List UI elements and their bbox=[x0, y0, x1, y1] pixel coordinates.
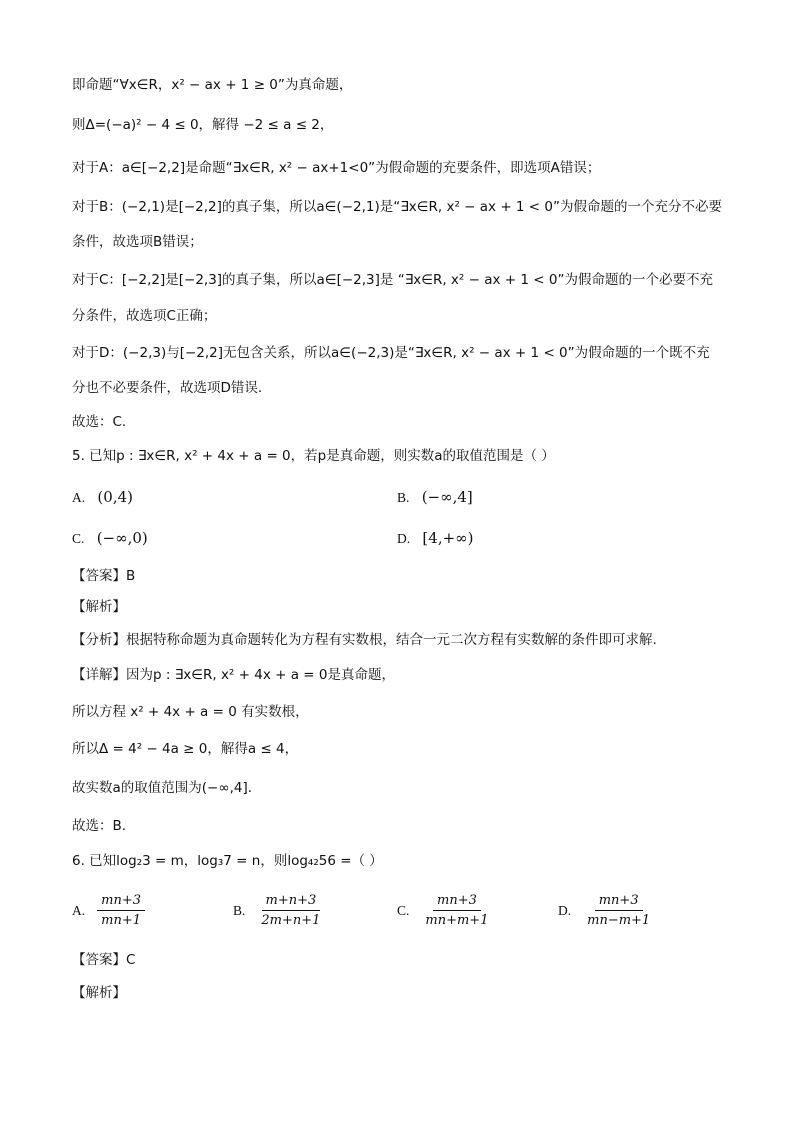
q6-answer: 【答案】C bbox=[72, 952, 136, 968]
q5-answer: 【答案】B bbox=[72, 568, 136, 584]
q5-analysis-title: 【解析】 bbox=[72, 599, 126, 615]
fraction bbox=[257, 893, 324, 928]
q5-solution-step: 所以Δ = 4² − 4a ≥ 0，解得a ≤ 4， bbox=[72, 741, 299, 757]
q5-choose: 故选：B. bbox=[72, 818, 127, 834]
text-line: 对于A：a∈[−2,2]是命题“∃x∈R, x² − ax+1<0”为假命题的充要条件，即选项A错误； bbox=[72, 160, 601, 176]
fraction bbox=[97, 893, 145, 928]
text-line: 条件，故选项B错误； bbox=[72, 234, 203, 250]
fraction-denominator: mn+1 bbox=[101, 913, 141, 928]
option-label: C. bbox=[397, 902, 410, 918]
fraction-denominator: 2m+n+1 bbox=[261, 913, 321, 928]
text-line: 分也不必要条件，故选项D错误. bbox=[72, 380, 263, 396]
fraction-denominator: mn−m+1 bbox=[587, 913, 651, 928]
option-value: [4,+∞) bbox=[422, 529, 474, 547]
q6-option-a bbox=[72, 893, 145, 928]
text-line: 分条件，故选项C正确； bbox=[72, 308, 217, 324]
text-line: 对于D：(−2,3)与[−2,2]无包含关系，所以a∈(−2,3)是“∃x∈R, x² − ax + 1 < 0”为假命题的一个既不充 bbox=[72, 345, 710, 361]
fraction bbox=[421, 893, 492, 928]
text-line: 对于B：(−2,1)是[−2,2]的真子集，所以a∈(−2,1)是“∃x∈R, x² − ax + 1 < 0”为假命题的一个充分不必要 bbox=[72, 199, 722, 215]
question-5-stem: 5. 已知p : ∃x∈R, x² + 4x + a = 0，若p是真命题，则实数a的取值范围是（ ） bbox=[72, 448, 555, 464]
option-label: D. bbox=[558, 902, 572, 918]
fraction-numerator: mn+3 bbox=[433, 893, 481, 911]
q5-solution-step: 所以方程 x² + 4x + a = 0 有实数根， bbox=[72, 704, 309, 720]
q5-option-d bbox=[397, 527, 474, 550]
text-line: 即命题“∀x∈R，x² − ax + 1 ≥ 0”为真命题， bbox=[72, 77, 353, 93]
option-value: (−∞,0) bbox=[96, 529, 148, 547]
q5-option-b bbox=[397, 486, 473, 509]
text-line: 故选：C. bbox=[72, 414, 127, 430]
option-label: A. bbox=[72, 902, 86, 918]
option-label: A. bbox=[72, 490, 86, 505]
q6-option-d bbox=[558, 893, 654, 928]
q5-option-a bbox=[72, 486, 133, 509]
fraction bbox=[583, 893, 654, 928]
option-value: (0,4) bbox=[97, 488, 133, 506]
q5-option-c bbox=[72, 527, 148, 550]
text-line: 则Δ=(−a)² − 4 ≤ 0，解得 −2 ≤ a ≤ 2， bbox=[72, 117, 334, 133]
q6-option-c bbox=[397, 893, 492, 928]
text-line: 对于C：[−2,2]是[−2,3]的真子集，所以a∈[−2,3]是 “∃x∈R, x² − ax + 1 < 0”为假命题的一个必要不充 bbox=[72, 272, 713, 288]
q5-detailed-solution: 【详解】因为p : ∃x∈R, x² + 4x + a = 0是真命题， bbox=[72, 667, 395, 683]
fraction-numerator: mn+3 bbox=[595, 893, 643, 911]
option-value: (−∞,4] bbox=[421, 488, 473, 506]
q5-analysis-summary: 【分析】根据特称命题为真命题转化为方程有实数根，结合一元二次方程有实数解的条件即可求解. bbox=[72, 632, 657, 648]
option-label: C. bbox=[72, 531, 85, 546]
q5-solution-step: 故实数a的取值范围为(−∞,4]. bbox=[72, 780, 253, 796]
question-6-stem: 6. 已知log₂3 = m，log₃7 = n，则log₄₂56 =（ ） bbox=[72, 853, 383, 869]
fraction-numerator: mn+3 bbox=[97, 893, 145, 911]
option-label: B. bbox=[233, 902, 246, 918]
option-label: B. bbox=[397, 490, 410, 505]
q6-option-b bbox=[233, 893, 324, 928]
option-label: D. bbox=[397, 531, 411, 546]
fraction-numerator: m+n+3 bbox=[262, 893, 321, 911]
q6-analysis-title: 【解析】 bbox=[72, 985, 126, 1001]
fraction-denominator: mn+m+1 bbox=[425, 913, 489, 928]
